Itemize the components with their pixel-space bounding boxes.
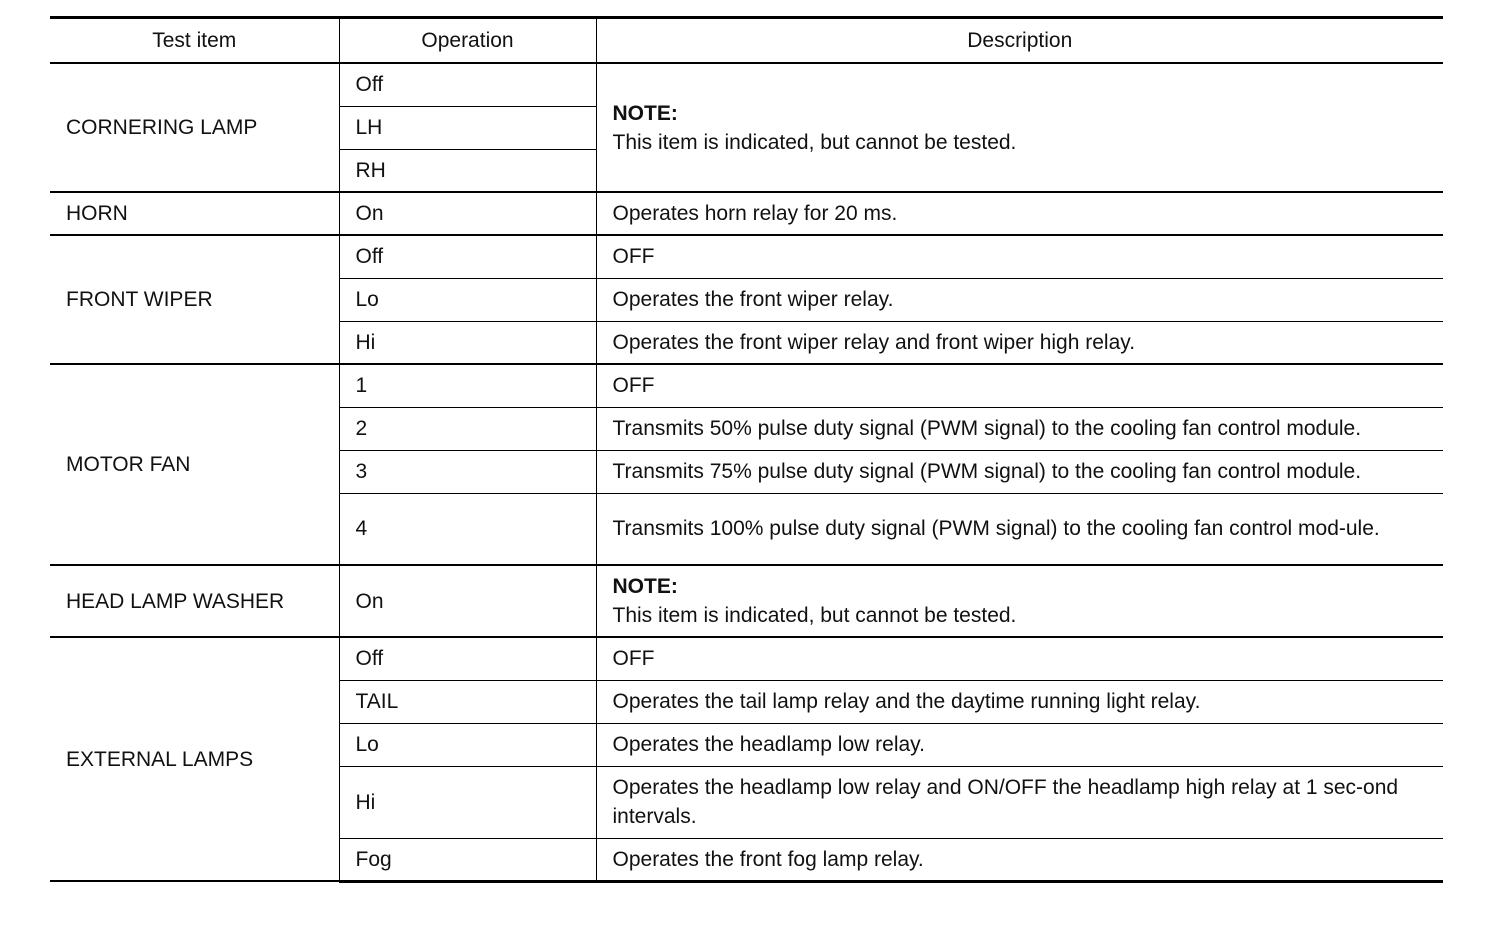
test-item-horn: HORN <box>50 192 339 235</box>
table-row <box>50 63 1443 106</box>
operation-cell: Fog <box>339 838 596 881</box>
operation-cell: LH <box>339 106 596 149</box>
test-item-external-lamps: EXTERNAL LAMPS <box>50 637 339 881</box>
description-cell: Operates the front wiper relay. <box>596 278 1443 321</box>
test-item-motor-fan: MOTOR FAN <box>50 364 339 565</box>
note-title: NOTE: <box>612 101 678 125</box>
table-row <box>50 235 1443 278</box>
description-cell: OFF <box>596 235 1443 278</box>
description-cell: Operates the front wiper relay and front wiper high relay. <box>596 321 1443 364</box>
operation-cell: RH <box>339 149 596 192</box>
description-cell: OFF <box>596 364 1443 407</box>
description-cell: Transmits 50% pulse duty signal (PWM signal) to the cooling fan control module. <box>596 407 1443 450</box>
operation-cell: 2 <box>339 407 596 450</box>
operation-cell: Off <box>339 637 596 680</box>
note-title: NOTE: <box>612 575 678 598</box>
operation-cell: Hi <box>339 321 596 364</box>
operation-cell: On <box>339 192 596 235</box>
description-cell: Operates the front fog lamp relay. <box>596 838 1443 881</box>
header-description: Description <box>596 18 1443 64</box>
table-row <box>50 192 1443 235</box>
description-cell: OFF <box>596 637 1443 680</box>
test-item-cornering-lamp: CORNERING LAMP <box>50 63 339 192</box>
header-test-item: Test item <box>50 18 339 64</box>
description-cell: Operates the tail lamp relay and the daytime running light relay. <box>596 680 1443 723</box>
note-cell <box>596 63 1443 192</box>
table-row <box>50 565 1443 637</box>
description-cell: Transmits 100% pulse duty signal (PWM signal) to the cooling fan control mod-ule. <box>596 493 1443 565</box>
test-item-head-lamp-washer: HEAD LAMP WASHER <box>50 565 339 637</box>
table-row <box>50 364 1443 407</box>
operation-cell: 4 <box>339 493 596 565</box>
operation-cell: 3 <box>339 450 596 493</box>
description-cell: Transmits 75% pulse duty signal (PWM signal) to the cooling fan control module. <box>596 450 1443 493</box>
note-body: This item is indicated, but cannot be tested. <box>612 604 1017 627</box>
operation-cell: Off <box>339 235 596 278</box>
table-row <box>50 637 1443 680</box>
operation-cell: Off <box>339 63 596 106</box>
description-cell: Operates the headlamp low relay. <box>596 723 1443 766</box>
test-item-front-wiper: FRONT WIPER <box>50 235 339 364</box>
note-body: This item is indicated, but cannot be tested. <box>612 130 1017 154</box>
description-cell: Operates the headlamp low relay and ON/OFF the headlamp high relay at 1 sec-ond intervals. <box>596 766 1443 838</box>
operation-cell: TAIL <box>339 680 596 723</box>
header-operation: Operation <box>339 18 596 64</box>
operation-cell: On <box>339 565 596 637</box>
description-cell: Operates horn relay for 20 ms. <box>596 192 1443 235</box>
operation-cell: Lo <box>339 278 596 321</box>
operation-cell: Lo <box>339 723 596 766</box>
operation-cell: 1 <box>339 364 596 407</box>
header-row <box>50 18 1443 64</box>
operation-cell: Hi <box>339 766 596 838</box>
note-cell <box>596 565 1443 637</box>
test-item-table <box>50 16 1443 883</box>
